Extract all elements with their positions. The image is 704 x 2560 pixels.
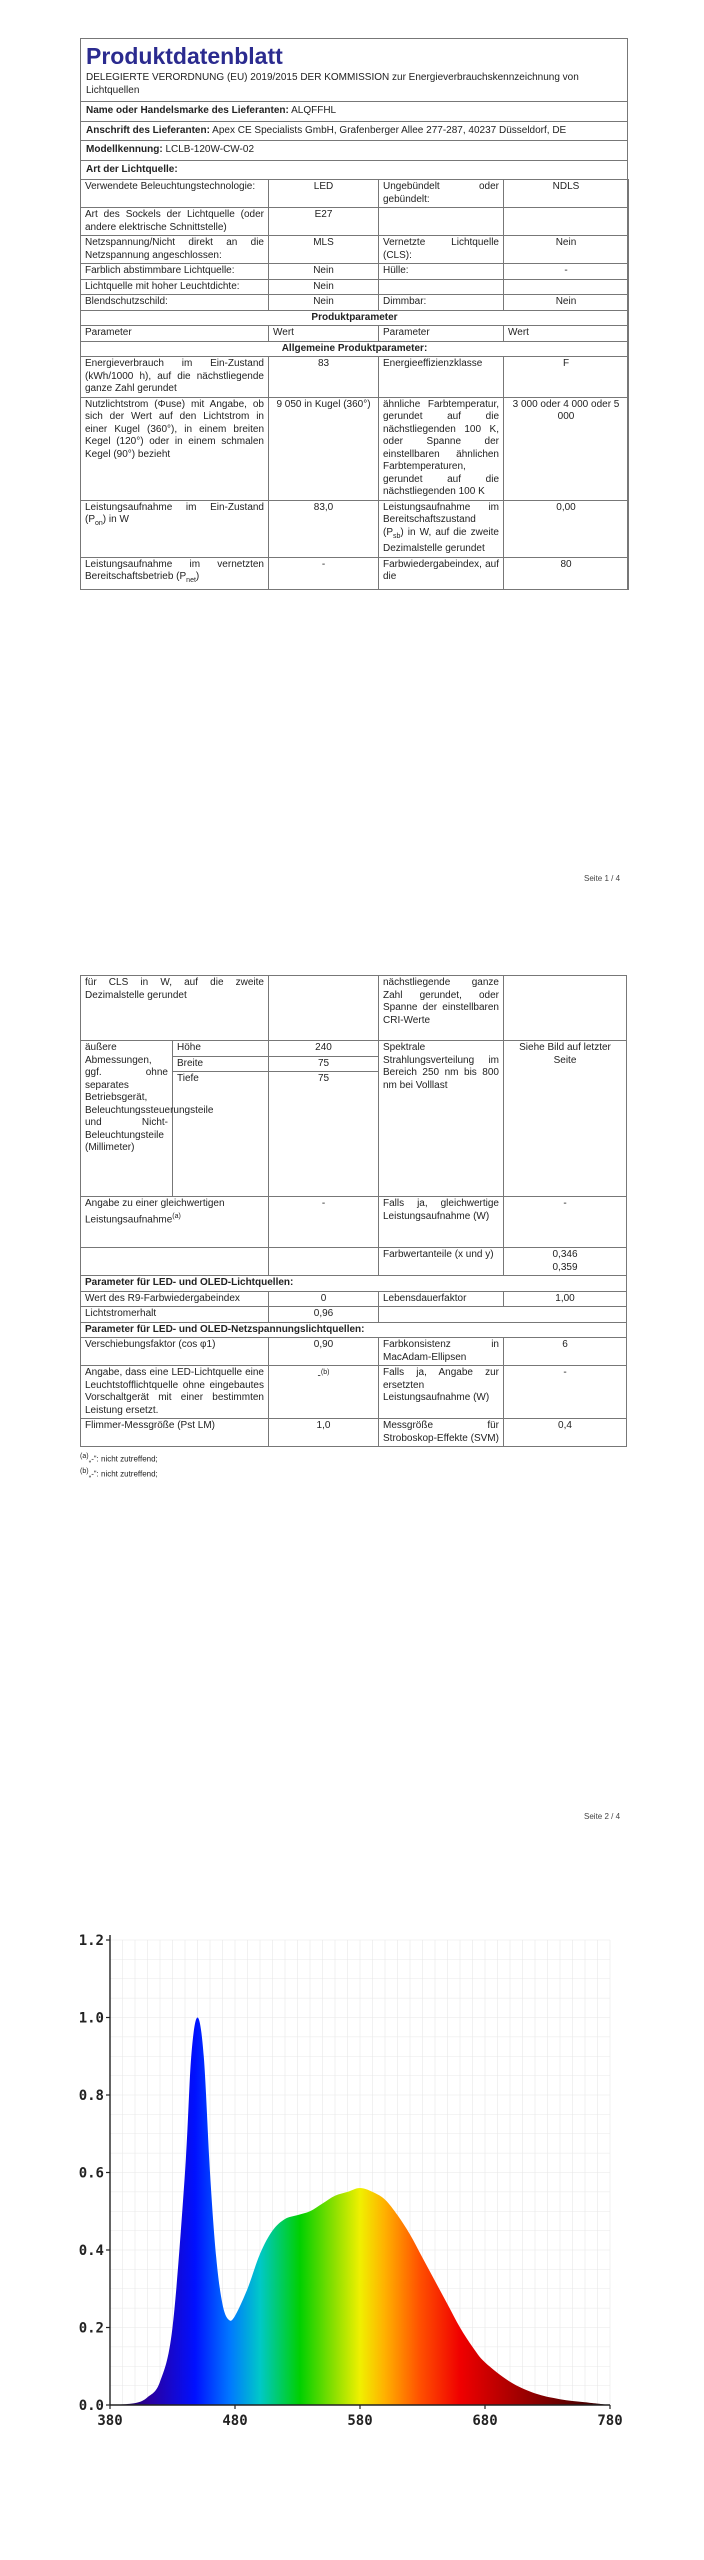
table-cell: Energieeffizienzklasse: [379, 357, 504, 398]
table-row: [81, 397, 629, 500]
supplier-row: [81, 101, 627, 121]
footnote-marker: (a): [80, 1453, 89, 1460]
table-cell: 1,0: [269, 1419, 379, 1447]
table-cell: [504, 279, 629, 295]
x-tick-label: 780: [597, 2413, 623, 2429]
footnote-a: [80, 1451, 626, 1466]
table-cell: 6: [504, 1338, 627, 1366]
table-row: [81, 1248, 627, 1276]
footnote-b: [80, 1466, 626, 1481]
table-row: [81, 295, 629, 311]
table-cell: E27: [269, 208, 379, 236]
table-row: [81, 279, 629, 295]
model-value: LCLB-120W-CW-02: [165, 144, 255, 155]
table-cell: Lebensdauerfaktor: [379, 1291, 504, 1307]
table-cell: Spektrale Strahlungsverteilung im Bereich 250 nm bis 800 nm bei Volllast: [379, 1041, 504, 1197]
table-cell: Falls ja, gleichwertige Leistungsaufnahme (W): [379, 1197, 504, 1248]
page1-table: [80, 179, 629, 590]
cell-subscript: net: [186, 577, 196, 584]
table-cell: 0,90: [269, 1338, 379, 1366]
table-cell: Vernetzte Lichtquelle (CLS):: [379, 236, 504, 264]
dim-value: 240: [269, 1041, 379, 1057]
table-cell: 0,00: [504, 500, 629, 557]
page-number: Seite 1 / 4: [584, 874, 621, 883]
table-cell: [269, 1248, 379, 1276]
table-row: [81, 264, 629, 280]
y-tick-label: 0.6: [78, 2165, 104, 2182]
table-row: [81, 976, 627, 1041]
table-cell: 0,96: [269, 1307, 379, 1323]
dim-value: 75: [269, 1072, 379, 1197]
table-cell: Ungebündelt oder gebündelt:: [379, 180, 504, 208]
address-row: [81, 121, 627, 141]
table-cell: Nutzlichtstrom (Φuse) mit Angabe, ob sich der Wert auf den Lichtstrom in einer Kugel (360°), in einem breiten Kegel (120°) oder in einem schmalen Kegel (90°) bezieht: [81, 397, 269, 500]
table-row: [81, 500, 629, 557]
table-cell: Nein: [269, 264, 379, 280]
table-row: [81, 1322, 627, 1338]
mains-params-header: Parameter für LED- und OLED-Netzspannungslichtquellen:: [81, 1322, 627, 1338]
dim-label: Tiefe: [173, 1072, 269, 1197]
cell-subscript: on: [95, 520, 103, 527]
table-row: [81, 1276, 627, 1292]
table-cell: 83,0: [269, 500, 379, 557]
cell-text: Leistungsaufnahme im vernetzten Bereitschaftsbetrieb (P: [85, 558, 264, 582]
column-header: Wert: [504, 326, 629, 342]
footnote-text: „-“: nicht zutreffend;: [88, 1469, 158, 1479]
page2-table: [80, 975, 627, 1447]
table-cell: Siehe Bild auf letzter Seite: [504, 1041, 627, 1197]
x-tick-labels: [97, 2413, 622, 2429]
table-cell: für CLS in W, auf die zweite Dezimalstelle gerundet: [81, 976, 269, 1041]
table-row: [81, 1366, 627, 1419]
table-cell: nächstliegende ganze Zahl gerundet, oder Spanne der einstellbaren CRI-Werte: [379, 976, 504, 1041]
y-tick-label: 0.2: [78, 2320, 104, 2337]
cell-superscript: (b): [320, 1369, 330, 1376]
table-cell: Art des Sockels der Lichtquelle (oder andere elektrische Schnittstelle): [81, 208, 269, 236]
cell-text: Leistungsaufnahme im Ein-Zustand (P: [85, 501, 264, 525]
chroma-y: 0,359: [552, 1261, 578, 1273]
table-cell: [504, 208, 629, 236]
y-tick-label: 0.8: [78, 2088, 104, 2104]
table-cell: Farbkonsistenz in MacAdam-Ellipsen: [379, 1338, 504, 1366]
table-cell: Hülle:: [379, 264, 504, 280]
table-cell: Farbwertanteile (x und y): [379, 1248, 504, 1276]
datasheet-page-1: [80, 38, 628, 590]
table-row: [81, 1291, 627, 1307]
cell-text: Angabe zu einer gleichwertigen Leistungsaufnahme: [85, 1198, 225, 1225]
dim-label: Höhe: [173, 1041, 269, 1057]
table-cell: Netzspannung/Nicht direkt an die Netzspannung angeschlossen:: [81, 236, 269, 264]
y-tick-label: 1.2: [78, 1933, 104, 1949]
table-cell: [81, 1248, 269, 1276]
y-tick-label: 1.0: [78, 2010, 104, 2027]
table-row: [81, 180, 629, 208]
table-cell: [379, 279, 504, 295]
table-cell: Verwendete Beleuchtungstechnologie:: [81, 180, 269, 208]
regulation-text: DELEGIERTE VERORDNUNG (EU) 2019/2015 DER KOMMISSION zur Energieverbrauchskennzeichnung von Lichtquellen: [86, 72, 579, 96]
table-header-row: [81, 326, 629, 342]
chroma-x: 0,346: [552, 1249, 578, 1260]
table-row: [81, 1338, 627, 1366]
table-row: [81, 557, 629, 589]
table-cell: MLS: [269, 236, 379, 264]
table-cell: Nein: [269, 279, 379, 295]
table-row: [81, 341, 629, 357]
table-cell: -: [504, 1197, 627, 1248]
cell-superscript: (a): [172, 1212, 181, 1220]
table-cell: [379, 500, 504, 557]
cell-text: ) in W, auf die zweite Dezimalstelle gerundet: [383, 526, 499, 554]
table-row: [81, 357, 629, 398]
column-header: Wert: [269, 326, 379, 342]
table-cell: 80: [504, 557, 629, 589]
datasheet-page-2: [80, 975, 626, 1480]
table-cell: ähnliche Farbtemperatur, gerundet auf die nächstliegenden 100 K, oder Spanne der einstellbaren ähnlichen Farbtemperaturen, gerundet auf die nächstliegenden 100 K: [379, 397, 504, 500]
table-cell: [269, 1366, 379, 1419]
table-cell: NDLS: [504, 180, 629, 208]
cell-text: -: [317, 1370, 321, 1382]
table-cell: 9 050 in Kugel (360°): [269, 397, 379, 500]
table-cell: 0,4: [504, 1419, 627, 1447]
table-cell: LED: [269, 180, 379, 208]
x-tick-label: 580: [347, 2413, 373, 2429]
table-row: [81, 1041, 627, 1057]
cell-text: ) in W: [102, 514, 129, 525]
table-cell: 1,00: [504, 1291, 627, 1307]
table-row: [81, 236, 629, 264]
table-cell: [81, 557, 269, 589]
supplier-label: Name oder Handelsmarke des Lieferanten:: [86, 105, 289, 116]
table-cell: Lichtstromerhalt: [81, 1307, 269, 1323]
footnote-marker: (b): [80, 1467, 89, 1475]
table-cell: 3 000 oder 4 000 oder 5 000: [504, 397, 629, 500]
table-row: [81, 1419, 627, 1447]
x-tick-label: 380: [97, 2413, 123, 2429]
table-cell: [504, 976, 627, 1041]
led-params-header: Parameter für LED- und OLED-Lichtquellen:: [81, 1276, 627, 1292]
x-tick-label: 680: [472, 2413, 498, 2429]
model-label: Modellkennung:: [86, 144, 163, 155]
model-row: [81, 140, 627, 160]
table-cell: Farblich abstimmbare Lichtquelle:: [81, 264, 269, 280]
x-tick-label: 480: [222, 2413, 248, 2429]
table-cell: [504, 1248, 627, 1276]
y-tick-label: 0.0: [78, 2398, 104, 2414]
table-cell: -: [504, 1366, 627, 1419]
column-header: Parameter: [81, 326, 269, 342]
table-row: [81, 1307, 627, 1323]
table-cell: 0: [269, 1291, 379, 1307]
table-cell: Dimmbar:: [379, 295, 504, 311]
product-params-header: Produktparameter: [81, 310, 629, 326]
dim-label: Breite: [173, 1056, 269, 1072]
cell-text: Leistungsaufnahme im Bereitschaftszustand (P: [383, 501, 499, 538]
table-cell: Farbwiedergabeindex, auf die: [379, 557, 504, 589]
general-params-header: Allgemeine Produktparameter:: [81, 341, 629, 357]
supplier-value: ALQFFHL: [291, 105, 337, 116]
table-cell: F: [504, 357, 629, 398]
address-label: Anschrift des Lieferanten:: [86, 124, 210, 136]
table-cell: Falls ja, Angabe zur ersetzten Leistungsaufnahme (W): [379, 1366, 504, 1419]
table-row: [81, 208, 629, 236]
table-cell: [379, 1307, 627, 1323]
table-cell: -: [504, 264, 629, 280]
table-cell: Lichtquelle mit hoher Leuchtdichte:: [81, 279, 269, 295]
table-cell: -: [269, 557, 379, 589]
table-cell: Blendschutzschild:: [81, 295, 269, 311]
table-cell: Angabe, dass eine LED-Lichtquelle eine Leuchtstofflichtquelle ohne eingebautes Vorschaltgerät mit einer bestimmten Leistung ersetzt.: [81, 1366, 269, 1419]
table-cell: Verschiebungsfaktor (cos φ1): [81, 1338, 269, 1366]
table-cell: Messgröße für Stroboskop-Effekte (SVM): [379, 1419, 504, 1447]
table-row: [81, 310, 629, 326]
table-cell: Nein: [504, 295, 629, 311]
table-cell: 83: [269, 357, 379, 398]
table-cell: Nein: [504, 236, 629, 264]
dim-value: 75: [269, 1056, 379, 1072]
cell-subscript: sb: [393, 532, 401, 540]
spectral-distribution-chart: [60, 1910, 630, 2460]
table-cell: [81, 1197, 269, 1248]
light-source-header: Art der Lichtquelle:: [81, 160, 627, 180]
table-cell: Flimmer-Messgröße (Pst LM): [81, 1419, 269, 1447]
table-cell: [379, 208, 504, 236]
table-cell: Energieverbrauch im Ein-Zustand (kWh/1000 h), auf die nächstliegende ganze Zahl gerundet: [81, 357, 269, 398]
table-cell: -: [269, 1197, 379, 1248]
page-number: Seite 2 / 4: [584, 1812, 621, 1821]
column-header: Parameter: [379, 326, 504, 342]
dimensions-label: äußere Abmessungen, ggf. ohne separates Betriebsgerät, Beleuchtungssteuerungsteile und Nicht-Beleuchtungsteile (Millimeter): [81, 1041, 173, 1197]
cell-text: ): [195, 571, 200, 582]
table-cell: Wert des R9-Farbwiedergabeindex: [81, 1291, 269, 1307]
table-cell: [269, 976, 379, 1041]
y-tick-label: 0.4: [78, 2243, 104, 2259]
footnote-text: „-“: nicht zutreffend;: [88, 1454, 158, 1464]
address-value: Apex CE Specialists GmbH, Grafenberger Allee 277-287, 40237 Düsseldorf, DE: [212, 124, 567, 136]
doc-title: Produktdatenblatt: [86, 43, 283, 69]
table-row: [81, 1197, 627, 1248]
y-tick-labels: [79, 1933, 104, 2414]
table-cell: Nein: [269, 295, 379, 311]
table-cell: [81, 500, 269, 557]
